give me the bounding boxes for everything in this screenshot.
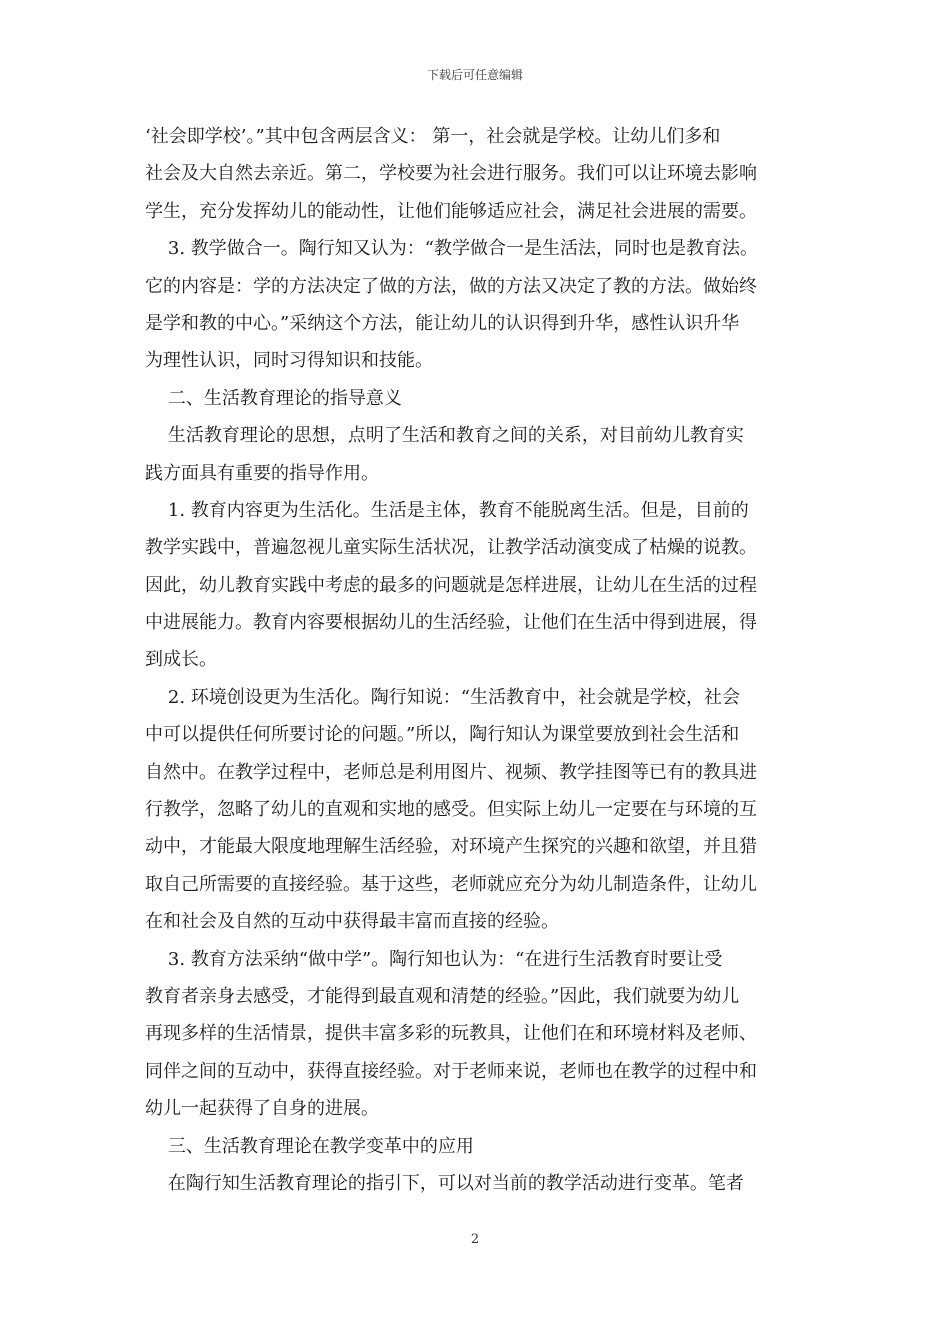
text-line: 动中，才能最大限度地理解生活经验，对环境产生探究的兴趣和欲望，并且猎 xyxy=(145,836,757,858)
text-line: 教育者亲身去感受，才能得到最直观和清楚的经验。”因此，我们就要为幼儿 xyxy=(145,985,740,1007)
text-line: ‘社会即学校’。”其中包含两层含义： 第一，社会就是学校。让幼儿们多和 xyxy=(145,126,721,147)
text-line: 同伴之间的互动中，获得直接经验。对于老师来说，老师也在教学的过程中和 xyxy=(145,1060,757,1082)
text-line: 3. 教育方法采纳“做中学”。陶行知也认为：“在进行生活教育时要让受 xyxy=(145,948,723,970)
text-line: 自然中。在教学过程中，老师总是利用图片、视频、教学挂图等已有的教具进 xyxy=(145,761,757,783)
text-line: 2. 环境创设更为生活化。陶行知说：“生活教育中，社会就是学校，社会 xyxy=(145,686,740,708)
text-line: 幼儿一起获得了自身的进展。 xyxy=(145,1098,379,1120)
text-line: 1. 教育内容更为生活化。生活是主体，教育不能脱离生活。但是，目前的 xyxy=(145,499,749,521)
text-line: 因此，幼儿教育实践中考虑的最多的问题就是怎样进展，让幼儿在生活的过程 xyxy=(145,574,757,596)
text-line: 中可以提供任何所要讨论的问题。”所以，陶行知认为课堂要放到社会生活和 xyxy=(145,724,740,746)
body-text xyxy=(145,118,807,1202)
text-line: 三、生活教育理论在教学变革中的应用 xyxy=(145,1135,474,1157)
text-line: 学生，充分发挥幼儿的能动性，让他们能够适应社会，满足社会进展的需要。 xyxy=(145,200,757,222)
text-line: 为理性认识，同时习得知识和技能。 xyxy=(145,350,433,372)
text-line: 3. 教学做合一。陶行知又认为：“教学做合一是生活法，同时也是教育法。 xyxy=(145,238,758,260)
text-line: 中进展能力。教育内容要根据幼儿的生活经验，让他们在生活中得到进展，得 xyxy=(145,612,757,634)
text-line: 教学实践中，普遍忽视儿童实际生活状况，让教学活动演变成了枯燥的说教。 xyxy=(145,537,757,559)
text-line: 在和社会及自然的互动中获得最丰富而直接的经验。 xyxy=(145,911,559,933)
text-line: 在陶行知生活教育理论的指引下，可以对当前的教学活动进行变革。笔者 xyxy=(145,1172,744,1194)
text-line: 是学和教的中心。”采纳这个方法，能让幼儿的认识得到升华，感性认识升华 xyxy=(145,312,740,334)
text-line: 行教学，忽略了幼儿的直观和实地的感受。但实际上幼儿一定要在与环境的互 xyxy=(145,799,757,821)
text-line: 到成长。 xyxy=(145,649,217,671)
text-line: 它的内容是：学的方法决定了做的方法，做的方法又决定了教的方法。做始终 xyxy=(145,275,757,297)
text-line: 再现多样的生活情景，提供丰富多彩的玩教具，让他们在和环境材料及老师、 xyxy=(145,1023,757,1045)
text-line: 生活教育理论的思想，点明了生活和教育之间的关系，对目前幼儿教育实 xyxy=(145,425,744,447)
text-line: 社会及大自然去亲近。第二，学校要为社会进行服务。我们可以让环境去影响 xyxy=(145,163,757,185)
text-line: 二、生活教育理论的指导意义 xyxy=(145,387,402,409)
text-line: 践方面具有重要的指导作用。 xyxy=(145,462,379,484)
page-header: 下载后可任意编辑 xyxy=(426,68,523,82)
page-number: 2 xyxy=(470,1232,480,1247)
text-line: 取自己所需要的直接经验。基于这些，老师就应充分为幼儿制造条件，让幼儿 xyxy=(145,873,757,895)
